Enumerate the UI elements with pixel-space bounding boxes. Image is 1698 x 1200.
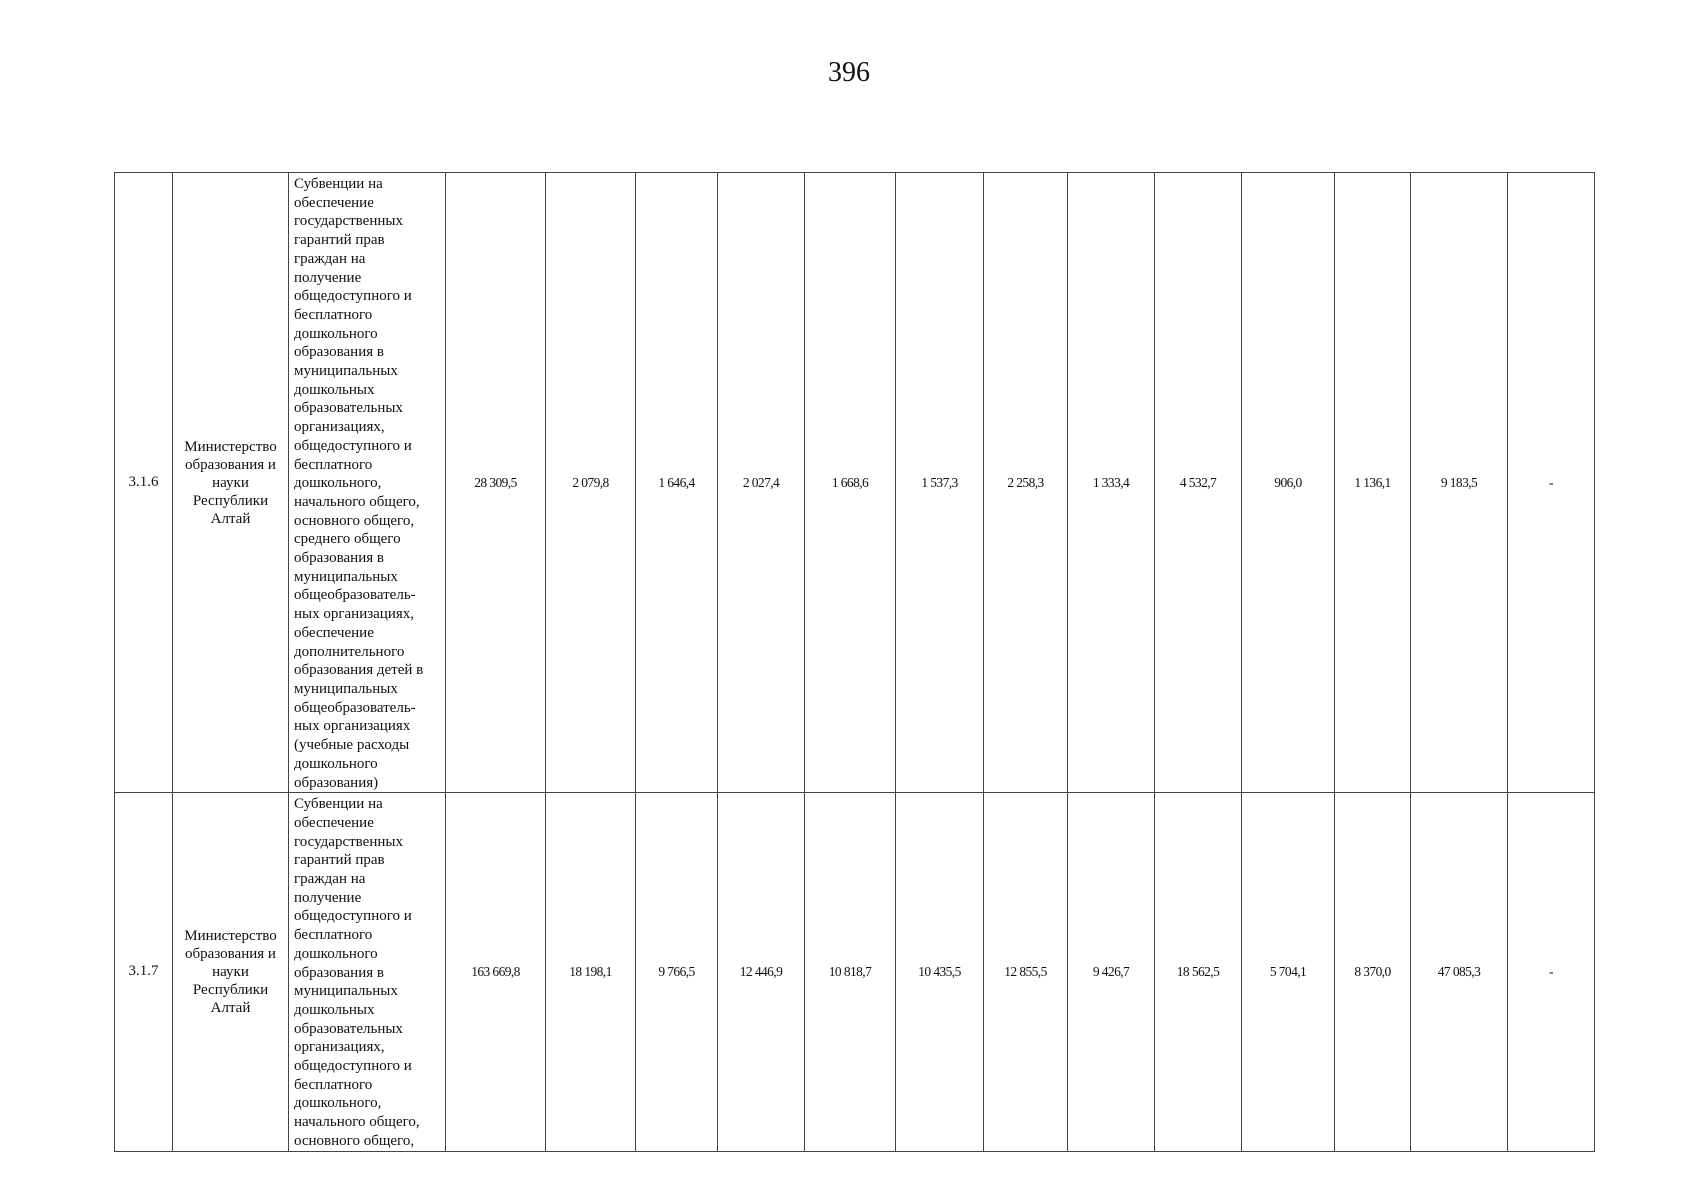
row-value: 47 085,3 (1411, 793, 1508, 1151)
row-value: 4 532,7 (1155, 173, 1242, 793)
row-value: - (1508, 173, 1595, 793)
row-value: 2 079,8 (546, 173, 636, 793)
row-value: 9 766,5 (636, 793, 718, 1151)
row-value: - (1508, 793, 1595, 1151)
row-value: 9 183,5 (1411, 173, 1508, 793)
row-value: 1 333,4 (1068, 173, 1155, 793)
row-value: 8 370,0 (1335, 793, 1411, 1151)
row-code: 3.1.6 (115, 173, 173, 793)
budget-table (114, 172, 1595, 1152)
row-value: 906,0 (1242, 173, 1335, 793)
table-row (115, 793, 1595, 1151)
row-value: 28 309,5 (446, 173, 546, 793)
row-value: 2 258,3 (984, 173, 1068, 793)
row-value: 9 426,7 (1068, 793, 1155, 1151)
row-executor: Министерство образования и науки Республики Алтай (173, 793, 289, 1151)
row-value: 2 027,4 (718, 173, 805, 793)
row-value: 18 198,1 (546, 793, 636, 1151)
row-value: 1 646,4 (636, 173, 718, 793)
row-value: 10 818,7 (805, 793, 896, 1151)
row-value: 18 562,5 (1155, 793, 1242, 1151)
row-description: Субвенции на обеспечение государственных гарантий прав граждан на получение общедоступного и бесплатного дошкольного образования в муниципальных дошкольных образовательных организациях, общедоступного и бесплатного дошкольного, начального общего, основного общего, (289, 793, 446, 1151)
row-value: 1 668,6 (805, 173, 896, 793)
table-row (115, 173, 1595, 793)
row-value: 12 446,9 (718, 793, 805, 1151)
row-value: 12 855,5 (984, 793, 1068, 1151)
row-value: 1 136,1 (1335, 173, 1411, 793)
row-value: 10 435,5 (896, 793, 984, 1151)
row-code: 3.1.7 (115, 793, 173, 1151)
row-value: 5 704,1 (1242, 793, 1335, 1151)
row-value: 1 537,3 (896, 173, 984, 793)
row-executor: Министерство образования и науки Республики Алтай (173, 173, 289, 793)
row-value: 163 669,8 (446, 793, 546, 1151)
page-number: 396 (828, 57, 870, 88)
row-description: Субвенции на обеспечение государственных гарантий прав граждан на получение общедоступного и бесплатного дошкольного образования в муниципальных дошкольных образовательных организациях, общедоступного и бесплатного дошкольного, начального общего, основного общего, среднего общего образования в муниципальных общеобразователь- ных организациях, обеспечение дополнительного образования детей в муниципальных общеобразователь- ных организациях (учебные расходы дошкольного образования) (289, 173, 446, 793)
